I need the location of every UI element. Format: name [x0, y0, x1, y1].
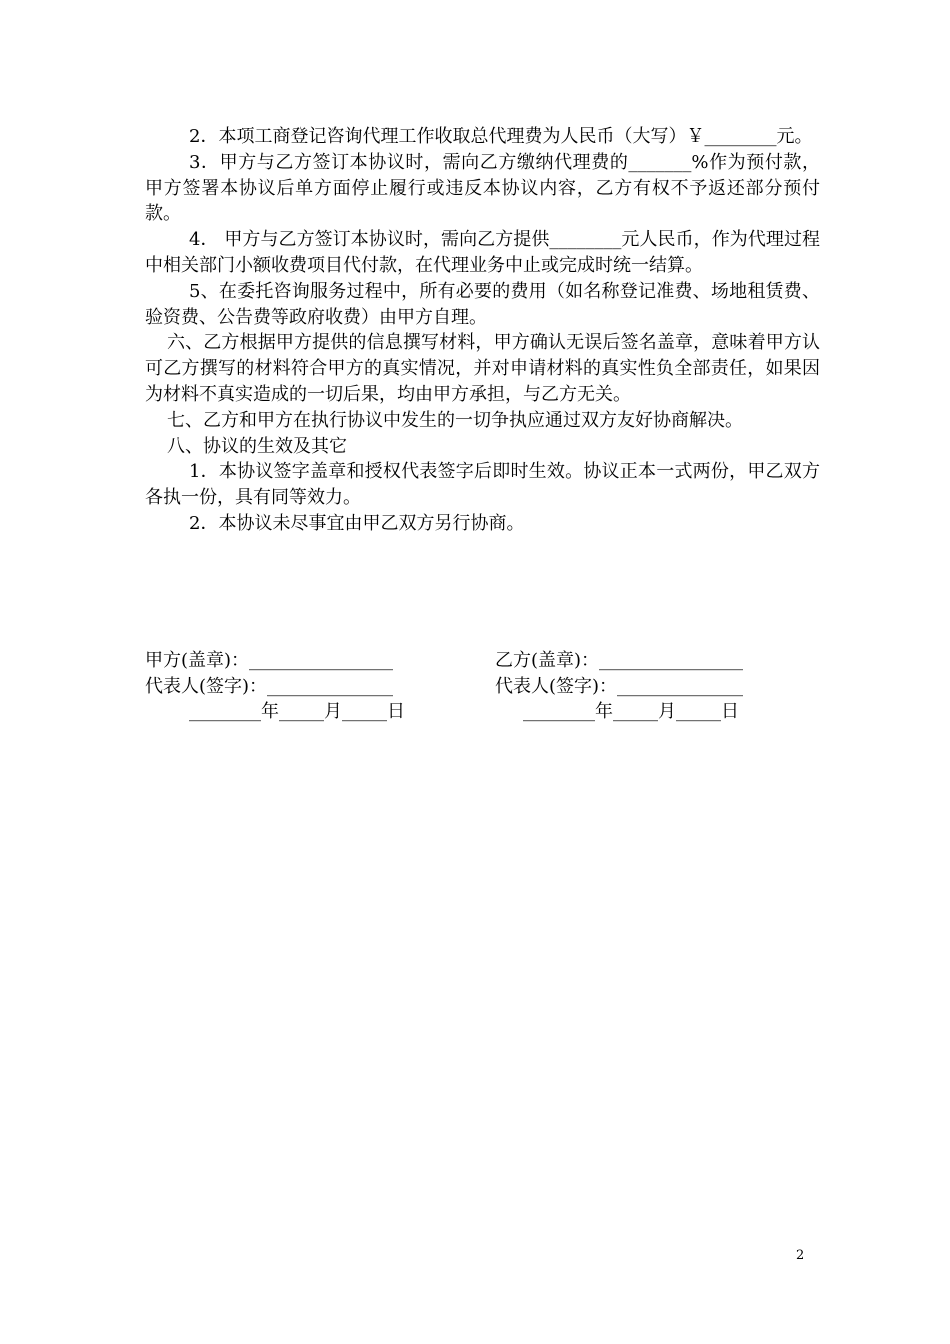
party-a-representative-field: 代表人(签字)：______________: [145, 675, 394, 697]
seal-row: [145, 648, 825, 674]
page-number: 2: [796, 1248, 805, 1263]
party-a-seal-field: 甲方(盖章)：________________: [145, 650, 394, 671]
signature-block: [145, 648, 825, 725]
clause-prepayment: 3．甲方与乙方签订本协议时，需向乙方缴纳代理费的_______%作为预付款，甲方签署本协议后单方面停止履行或违反本协议内容，乙方有权不予返还部分预付款。: [145, 151, 820, 225]
clause-seven-disputes: 七、乙方和甲方在执行协议中发生的一切争执应通过双方友好协商解决。: [167, 409, 743, 431]
clause-expenses: 5、在委托咨询服务过程中，所有必要的费用（如名称登记准费、场地租赁费、验资费、公告费等政府收费）由甲方自理。: [145, 280, 820, 328]
party-b-representative-field: 代表人(签字)：______________: [495, 675, 744, 697]
clause-eight-heading: 八、协议的生效及其它: [167, 435, 347, 457]
party-b-date-field: ________年_____月_____日: [523, 701, 739, 722]
clause-six-materials: 六、乙方根据甲方提供的信息撰写材料，甲方确认无误后签名盖章，意味着甲方认可乙方撰写的材料符合甲方的真实情况，并对申请材料的真实性负全部责任，如果因为材料不真实造成的一切后果，均由甲方承担，与乙方无关。: [145, 332, 820, 405]
party-a-date-field: ________年_____月_____日: [189, 701, 405, 722]
clause-other-matters: 2．本协议未尽事宜由甲乙双方另行协商。: [189, 512, 525, 534]
date-row: [145, 699, 825, 725]
party-b-seal-field: 乙方(盖章)：________________: [495, 650, 744, 671]
clause-effective: 1．本协议签字盖章和授权代表签字后即时生效。协议正本一式两份，甲乙双方各执一份，具有同等效力。: [145, 461, 820, 509]
clause-advance-payment: 4． 甲方与乙方签订本协议时，需向乙方提供________元人民币，作为代理过程中相关部门小额收费项目代付款，在代理业务中止或完成时统一结算。: [145, 229, 820, 276]
agreement-body: [145, 124, 820, 537]
representative-row: [145, 674, 825, 700]
clause-fee-total: 2．本项工商登记咨询代理工作收取总代理费为人民币（大写）￥________元。: [189, 126, 813, 147]
